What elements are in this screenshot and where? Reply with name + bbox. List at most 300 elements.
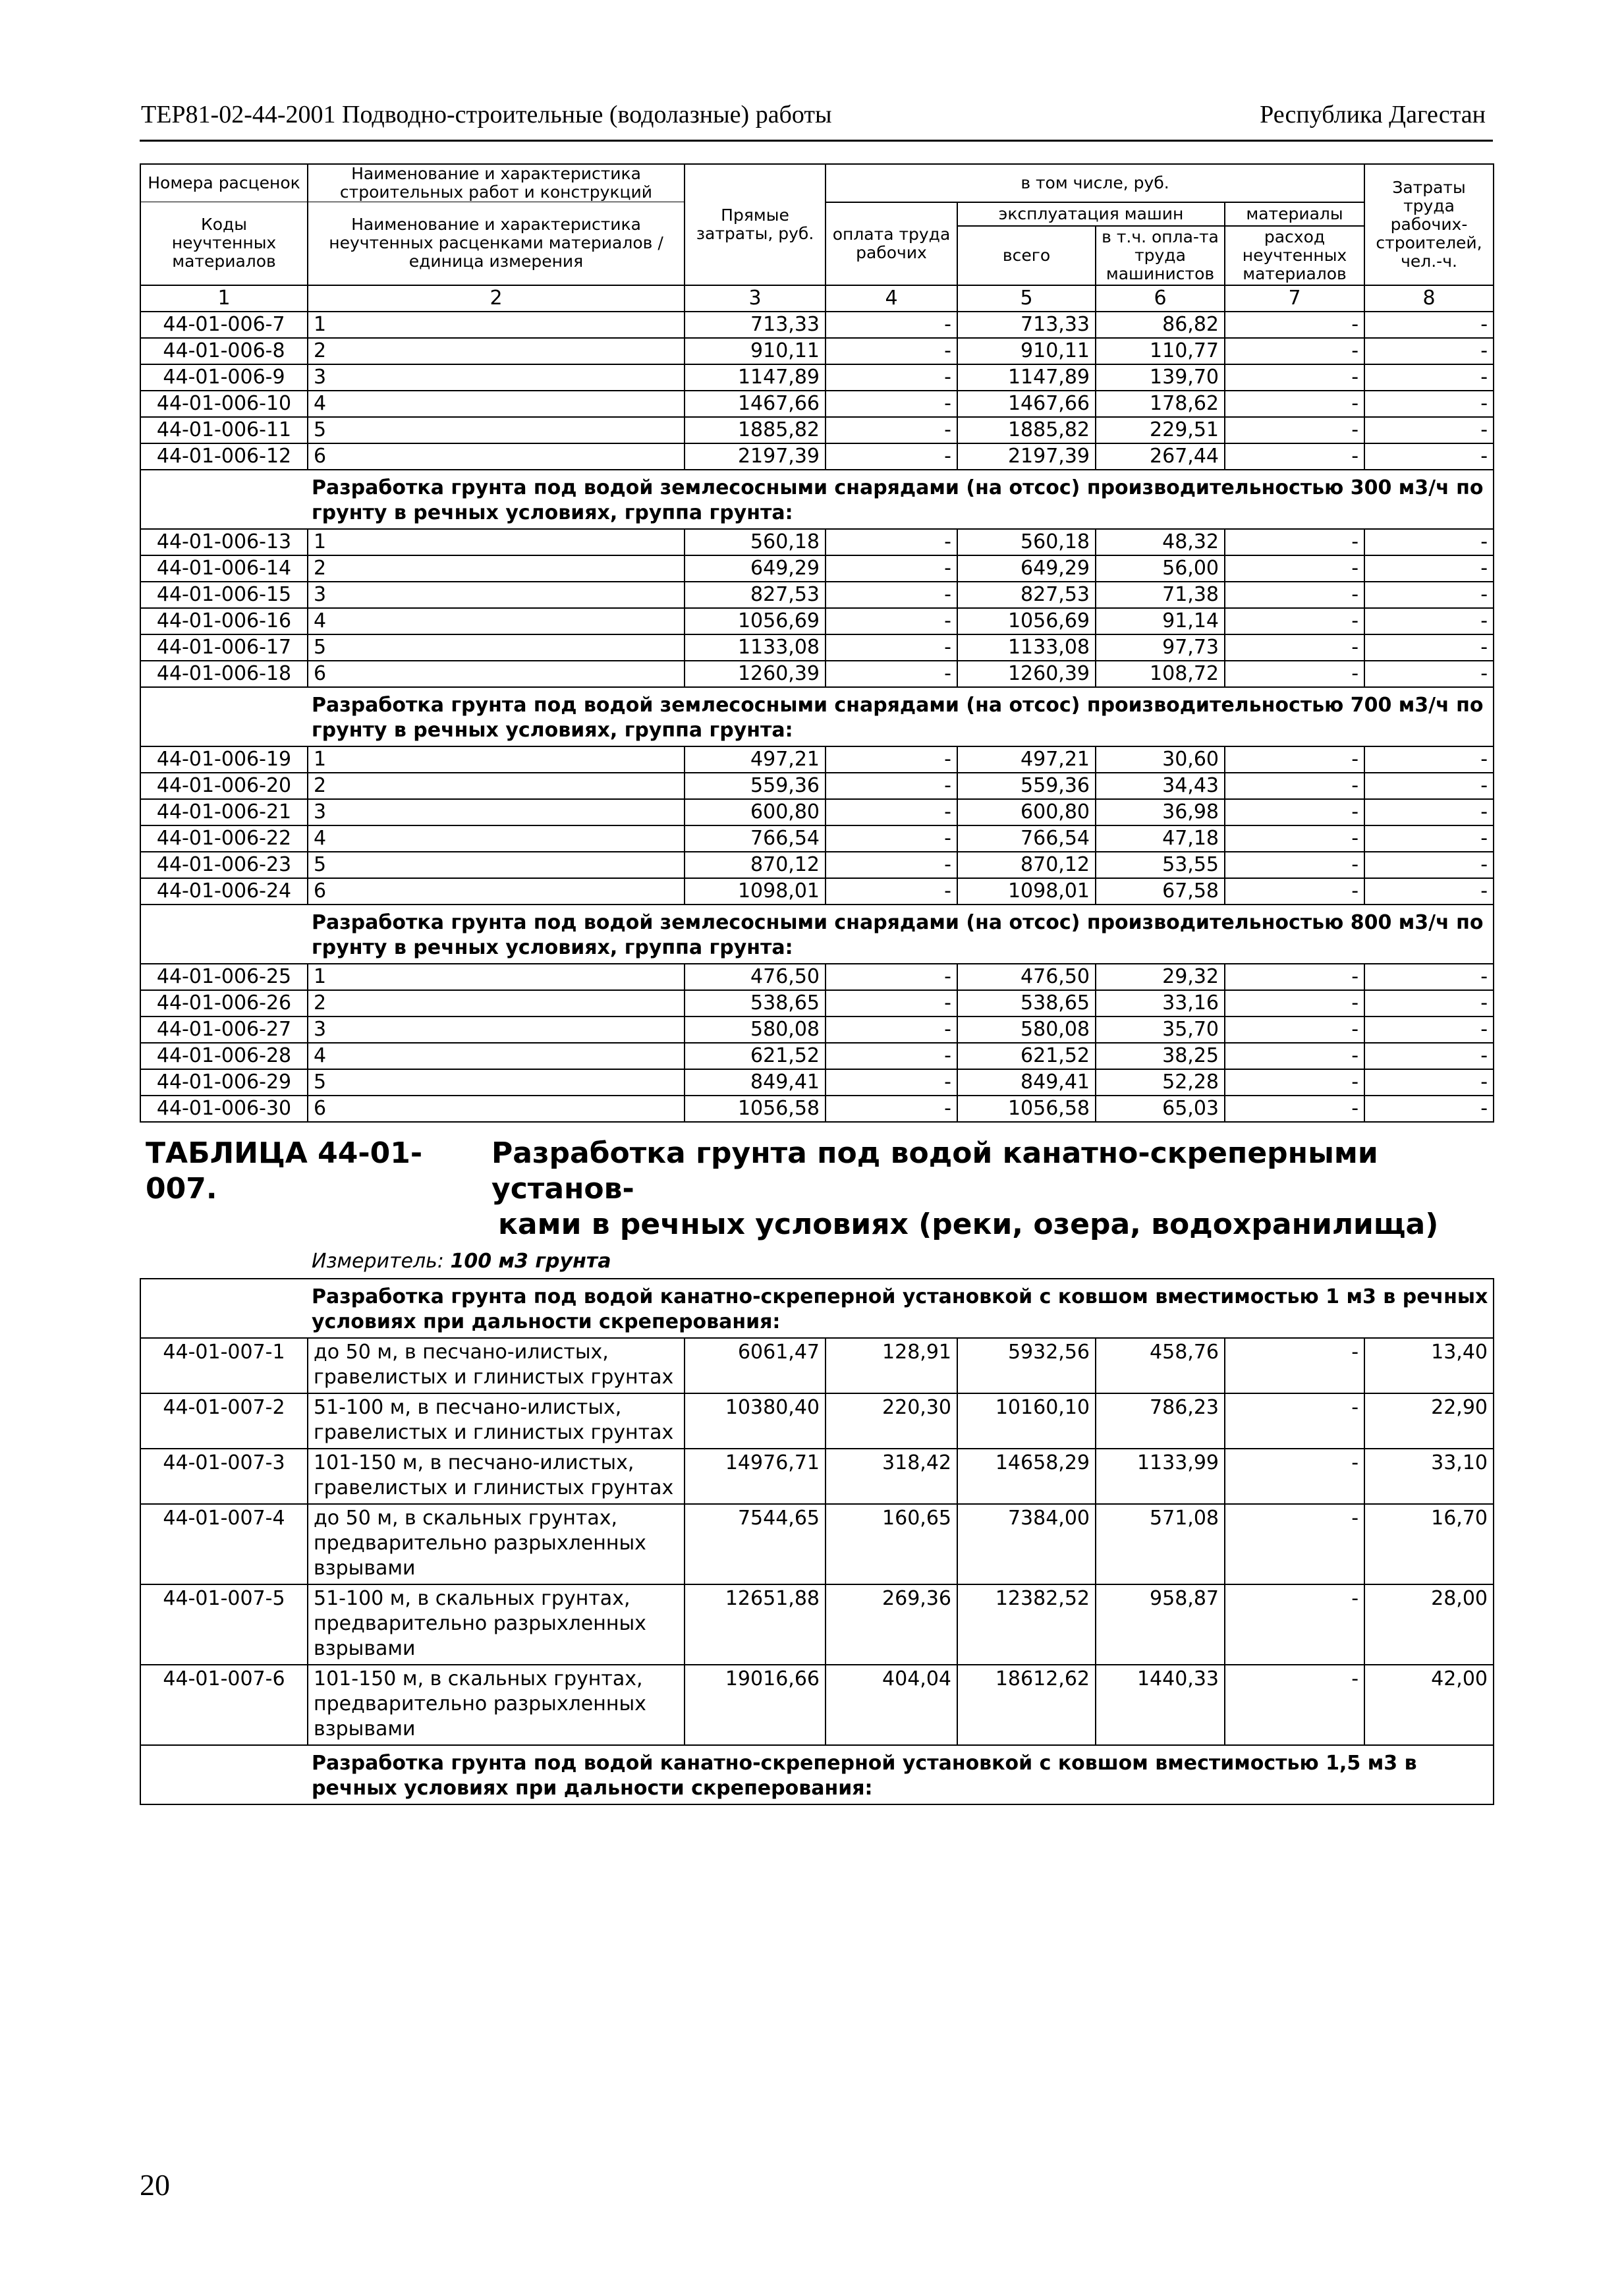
measure-label: Измеритель: bbox=[312, 1249, 444, 1273]
material-consumption: - bbox=[1225, 443, 1364, 470]
rate-code: 44-01-006-20 bbox=[140, 773, 308, 799]
labor-hours: - bbox=[1364, 364, 1494, 391]
labor-cost: 404,04 bbox=[826, 1665, 957, 1745]
measure-value: 100 м3 грунта bbox=[450, 1249, 611, 1273]
table-row bbox=[140, 555, 1494, 582]
rate-code: 44-01-006-22 bbox=[140, 825, 308, 852]
page-number: 20 bbox=[140, 2168, 170, 2202]
labor-cost: - bbox=[826, 443, 957, 470]
direct-cost: 1098,01 bbox=[685, 878, 826, 905]
labor-hours: - bbox=[1364, 417, 1494, 443]
rate-code: 44-01-007-3 bbox=[140, 1449, 308, 1504]
material-consumption: - bbox=[1225, 608, 1364, 634]
labor-cost: - bbox=[826, 799, 957, 825]
labor-hours: - bbox=[1364, 338, 1494, 364]
material-consumption: - bbox=[1225, 990, 1364, 1017]
col-number: 7 bbox=[1225, 285, 1364, 312]
material-consumption: - bbox=[1225, 391, 1364, 417]
rate-name: 5 bbox=[308, 634, 685, 661]
table-row bbox=[140, 443, 1494, 470]
rate-name: 51-100 м, в песчано-илистых, гравелистых и глинистых грунтах bbox=[308, 1393, 685, 1449]
direct-cost: 2197,39 bbox=[685, 443, 826, 470]
table-row bbox=[140, 634, 1494, 661]
col-hours-header: Затраты труда рабочих-строителей, чел.-ч. bbox=[1364, 164, 1494, 285]
material-consumption: - bbox=[1225, 746, 1364, 773]
rate-name: 6 bbox=[308, 1096, 685, 1122]
machine-cost: 580,08 bbox=[957, 1017, 1096, 1043]
machinist-labor-cost: 48,32 bbox=[1096, 529, 1225, 555]
col-codes-header: Номера расценок bbox=[140, 164, 308, 202]
material-consumption: - bbox=[1225, 852, 1364, 878]
labor-cost: - bbox=[826, 661, 957, 687]
rate-name: 3 bbox=[308, 1017, 685, 1043]
direct-cost: 1260,39 bbox=[685, 661, 826, 687]
rate-name: 5 bbox=[308, 852, 685, 878]
rate-code: 44-01-006-17 bbox=[140, 634, 308, 661]
rate-name: 4 bbox=[308, 1043, 685, 1069]
machine-cost: 1260,39 bbox=[957, 661, 1096, 687]
machine-cost: 1056,69 bbox=[957, 608, 1096, 634]
material-consumption: - bbox=[1225, 634, 1364, 661]
rate-name: 6 bbox=[308, 443, 685, 470]
rate-name: 4 bbox=[308, 391, 685, 417]
direct-cost: 538,65 bbox=[685, 990, 826, 1017]
section-row bbox=[140, 1745, 1494, 1804]
material-consumption: - bbox=[1225, 1504, 1364, 1584]
machinist-labor-cost: 1133,99 bbox=[1096, 1449, 1225, 1504]
col-mach-total-header: всего bbox=[957, 226, 1096, 285]
material-consumption: - bbox=[1225, 1584, 1364, 1665]
machinist-labor-cost: 30,60 bbox=[1096, 746, 1225, 773]
table-row bbox=[140, 1504, 1494, 1584]
rate-code: 44-01-007-6 bbox=[140, 1665, 308, 1745]
machine-cost: 1098,01 bbox=[957, 878, 1096, 905]
direct-cost: 10380,40 bbox=[685, 1393, 826, 1449]
header-row-1 bbox=[140, 164, 1494, 202]
direct-cost: 14976,71 bbox=[685, 1449, 826, 1504]
rate-name: 3 bbox=[308, 582, 685, 608]
table-title-line1: Разработка грунта под водой канатно-скреперными установ- bbox=[491, 1136, 1378, 1206]
machinist-labor-cost: 786,23 bbox=[1096, 1393, 1225, 1449]
table-row bbox=[140, 878, 1494, 905]
machinist-labor-cost: 958,87 bbox=[1096, 1584, 1225, 1665]
table-label: ТАБЛИЦА 44-01-007. bbox=[146, 1136, 423, 1206]
machine-cost: 713,33 bbox=[957, 312, 1096, 338]
rate-code: 44-01-006-18 bbox=[140, 661, 308, 687]
section-spacer bbox=[140, 470, 308, 529]
labor-hours: - bbox=[1364, 608, 1494, 634]
material-consumption: - bbox=[1225, 1017, 1364, 1043]
rate-name: 6 bbox=[308, 661, 685, 687]
direct-cost: 849,41 bbox=[685, 1069, 826, 1096]
labor-hours: - bbox=[1364, 661, 1494, 687]
machinist-labor-cost: 458,76 bbox=[1096, 1338, 1225, 1393]
running-header-region: Республика Дагестан bbox=[1260, 101, 1486, 128]
labor-cost: - bbox=[826, 1069, 957, 1096]
table-row bbox=[140, 773, 1494, 799]
material-consumption: - bbox=[1225, 1338, 1364, 1393]
machinist-labor-cost: 110,77 bbox=[1096, 338, 1225, 364]
machine-cost: 12382,52 bbox=[957, 1584, 1096, 1665]
section-spacer bbox=[140, 905, 308, 964]
rate-name: 2 bbox=[308, 555, 685, 582]
table-title-line2: ками в речных условиях (реки, озера, водохранилища) bbox=[498, 1207, 1439, 1241]
labor-hours: 28,00 bbox=[1364, 1584, 1494, 1665]
rate-code: 44-01-006-16 bbox=[140, 608, 308, 634]
rate-name: 1 bbox=[308, 964, 685, 990]
rate-name: 3 bbox=[308, 364, 685, 391]
labor-cost: - bbox=[826, 1096, 957, 1122]
material-consumption: - bbox=[1225, 338, 1364, 364]
table-row bbox=[140, 338, 1494, 364]
machinist-labor-cost: 52,28 bbox=[1096, 1069, 1225, 1096]
rate-code: 44-01-006-19 bbox=[140, 746, 308, 773]
labor-cost: - bbox=[826, 608, 957, 634]
machine-cost: 560,18 bbox=[957, 529, 1096, 555]
machine-cost: 14658,29 bbox=[957, 1449, 1096, 1504]
rates-table bbox=[140, 163, 1494, 1805]
machinist-labor-cost: 56,00 bbox=[1096, 555, 1225, 582]
labor-cost: - bbox=[826, 582, 957, 608]
labor-hours: 42,00 bbox=[1364, 1665, 1494, 1745]
table-row bbox=[140, 852, 1494, 878]
rate-code: 44-01-006-23 bbox=[140, 852, 308, 878]
rate-name: 51-100 м, в скальных грунтах, предварительно разрыхленных взрывами bbox=[308, 1584, 685, 1665]
material-consumption: - bbox=[1225, 364, 1364, 391]
rate-code: 44-01-006-25 bbox=[140, 964, 308, 990]
material-consumption: - bbox=[1225, 661, 1364, 687]
material-consumption: - bbox=[1225, 964, 1364, 990]
direct-cost: 497,21 bbox=[685, 746, 826, 773]
rate-name: 2 bbox=[308, 990, 685, 1017]
machinist-labor-cost: 53,55 bbox=[1096, 852, 1225, 878]
machine-cost: 1147,89 bbox=[957, 364, 1096, 391]
direct-cost: 827,53 bbox=[685, 582, 826, 608]
col-materials-header: материалы bbox=[1225, 202, 1364, 226]
machinist-labor-cost: 67,58 bbox=[1096, 878, 1225, 905]
table-row bbox=[140, 312, 1494, 338]
labor-cost: - bbox=[826, 1043, 957, 1069]
material-consumption: - bbox=[1225, 825, 1364, 852]
direct-cost: 19016,66 bbox=[685, 1665, 826, 1745]
machinist-labor-cost: 36,98 bbox=[1096, 799, 1225, 825]
labor-hours: - bbox=[1364, 391, 1494, 417]
table-row bbox=[140, 964, 1494, 990]
direct-cost: 766,54 bbox=[685, 825, 826, 852]
rate-code: 44-01-006-27 bbox=[140, 1017, 308, 1043]
material-consumption: - bbox=[1225, 555, 1364, 582]
rate-name: до 50 м, в песчано-илистых, гравелистых и глинистых грунтах bbox=[308, 1338, 685, 1393]
machinist-labor-cost: 108,72 bbox=[1096, 661, 1225, 687]
machine-cost: 870,12 bbox=[957, 852, 1096, 878]
labor-hours: - bbox=[1364, 878, 1494, 905]
table-row bbox=[140, 1393, 1494, 1449]
table-row bbox=[140, 608, 1494, 634]
labor-cost: - bbox=[826, 990, 957, 1017]
col-incl-header: в том числе, руб. bbox=[826, 164, 1364, 202]
machine-cost: 1467,66 bbox=[957, 391, 1096, 417]
rate-name: до 50 м, в скальных грунтах, предварительно разрыхленных взрывами bbox=[308, 1504, 685, 1584]
machine-cost: 827,53 bbox=[957, 582, 1096, 608]
material-consumption: - bbox=[1225, 582, 1364, 608]
labor-hours: - bbox=[1364, 1096, 1494, 1122]
col-mat-consumption-header: расход неучтенных материалов bbox=[1225, 226, 1364, 285]
table-row bbox=[140, 1665, 1494, 1745]
rate-name: 6 bbox=[308, 878, 685, 905]
machine-cost: 18612,62 bbox=[957, 1665, 1096, 1745]
direct-cost: 580,08 bbox=[685, 1017, 826, 1043]
direct-cost: 1056,69 bbox=[685, 608, 826, 634]
material-consumption: - bbox=[1225, 1665, 1364, 1745]
labor-cost: - bbox=[826, 964, 957, 990]
labor-hours: - bbox=[1364, 443, 1494, 470]
rate-name: 5 bbox=[308, 417, 685, 443]
direct-cost: 649,29 bbox=[685, 555, 826, 582]
labor-hours: - bbox=[1364, 1017, 1494, 1043]
direct-cost: 1467,66 bbox=[685, 391, 826, 417]
section-title: Разработка грунта под водой канатно-скреперной установкой с ковшом вместимостью 1,5 м3 в речных условиях при дальности скреперования: bbox=[308, 1745, 1494, 1804]
machinist-labor-cost: 229,51 bbox=[1096, 417, 1225, 443]
direct-cost: 1056,58 bbox=[685, 1096, 826, 1122]
col-number: 4 bbox=[826, 285, 957, 312]
labor-hours: - bbox=[1364, 529, 1494, 555]
section-row bbox=[140, 687, 1494, 746]
rate-code: 44-01-006-9 bbox=[140, 364, 308, 391]
table-row bbox=[140, 990, 1494, 1017]
labor-hours: - bbox=[1364, 990, 1494, 1017]
labor-hours: - bbox=[1364, 582, 1494, 608]
labor-cost: - bbox=[826, 825, 957, 852]
col-name-header: Наименование и характеристика строительных работ и конструкций bbox=[308, 164, 685, 202]
table-row bbox=[140, 1338, 1494, 1393]
rate-code: 44-01-006-24 bbox=[140, 878, 308, 905]
direct-cost: 600,80 bbox=[685, 799, 826, 825]
machinist-labor-cost: 571,08 bbox=[1096, 1504, 1225, 1584]
labor-cost: 220,30 bbox=[826, 1393, 957, 1449]
rate-code: 44-01-006-11 bbox=[140, 417, 308, 443]
labor-hours: - bbox=[1364, 964, 1494, 990]
table-row bbox=[140, 1069, 1494, 1096]
rate-code: 44-01-007-5 bbox=[140, 1584, 308, 1665]
direct-cost: 1133,08 bbox=[685, 634, 826, 661]
col-number: 8 bbox=[1364, 285, 1494, 312]
material-consumption: - bbox=[1225, 1069, 1364, 1096]
rate-name: 2 bbox=[308, 338, 685, 364]
labor-hours: - bbox=[1364, 746, 1494, 773]
rate-code: 44-01-006-30 bbox=[140, 1096, 308, 1122]
direct-cost: 621,52 bbox=[685, 1043, 826, 1069]
direct-cost: 559,36 bbox=[685, 773, 826, 799]
header-divider bbox=[140, 140, 1493, 142]
direct-cost: 910,11 bbox=[685, 338, 826, 364]
labor-hours: - bbox=[1364, 555, 1494, 582]
section-title: Разработка грунта под водой землесосными снарядами (на отсос) производительностью 800 м3/ч по грунту в речных условиях, группа грунта: bbox=[308, 905, 1494, 964]
labor-hours: - bbox=[1364, 825, 1494, 852]
rate-name: 101-150 м, в песчано-илистых, гравелистых и глинистых грунтах bbox=[308, 1449, 685, 1504]
labor-hours: - bbox=[1364, 1043, 1494, 1069]
material-consumption: - bbox=[1225, 1449, 1364, 1504]
table-row bbox=[140, 661, 1494, 687]
labor-hours: 33,10 bbox=[1364, 1449, 1494, 1504]
table-row bbox=[140, 1043, 1494, 1069]
machinist-labor-cost: 34,43 bbox=[1096, 773, 1225, 799]
labor-cost: - bbox=[826, 746, 957, 773]
machine-cost: 497,21 bbox=[957, 746, 1096, 773]
material-consumption: - bbox=[1225, 1393, 1364, 1449]
section-spacer bbox=[140, 1279, 308, 1338]
col-material-codes-header: Коды неучтенных материалов bbox=[140, 202, 308, 285]
section-spacer bbox=[140, 1745, 308, 1804]
labor-cost: - bbox=[826, 338, 957, 364]
table-title-text bbox=[491, 1136, 1488, 1242]
rate-name: 101-150 м, в скальных грунтах, предварительно разрыхленных взрывами bbox=[308, 1665, 685, 1745]
table-title-row bbox=[140, 1122, 1494, 1279]
rate-code: 44-01-006-10 bbox=[140, 391, 308, 417]
machine-cost: 600,80 bbox=[957, 799, 1096, 825]
material-consumption: - bbox=[1225, 878, 1364, 905]
machinist-labor-cost: 97,73 bbox=[1096, 634, 1225, 661]
material-consumption: - bbox=[1225, 417, 1364, 443]
col-material-name-header: Наименование и характеристика неучтенных расценками материалов / единица измерения bbox=[308, 202, 685, 285]
direct-cost: 6061,47 bbox=[685, 1338, 826, 1393]
table-row bbox=[140, 1017, 1494, 1043]
table-row bbox=[140, 1584, 1494, 1665]
labor-cost: - bbox=[826, 312, 957, 338]
table-row bbox=[140, 391, 1494, 417]
labor-hours: 16,70 bbox=[1364, 1504, 1494, 1584]
machine-cost: 1056,58 bbox=[957, 1096, 1096, 1122]
section-title: Разработка грунта под водой землесосными снарядами (на отсос) производительностью 300 м3/ч по грунту в речных условиях, группа грунта: bbox=[308, 470, 1494, 529]
machinist-labor-cost: 38,25 bbox=[1096, 1043, 1225, 1069]
rate-code: 44-01-007-4 bbox=[140, 1504, 308, 1584]
labor-hours: - bbox=[1364, 852, 1494, 878]
table-row bbox=[140, 582, 1494, 608]
table-title-block bbox=[140, 1122, 1494, 1279]
machinist-labor-cost: 139,70 bbox=[1096, 364, 1225, 391]
col-number: 3 bbox=[685, 285, 826, 312]
machinist-labor-cost: 71,38 bbox=[1096, 582, 1225, 608]
col-number: 2 bbox=[308, 285, 685, 312]
col-labor-header: оплата труда рабочих bbox=[826, 202, 957, 285]
machinist-labor-cost: 267,44 bbox=[1096, 443, 1225, 470]
rate-code: 44-01-006-21 bbox=[140, 799, 308, 825]
rate-name: 1 bbox=[308, 529, 685, 555]
rate-name: 3 bbox=[308, 799, 685, 825]
section-row bbox=[140, 470, 1494, 529]
machine-cost: 7384,00 bbox=[957, 1504, 1096, 1584]
rate-name: 5 bbox=[308, 1069, 685, 1096]
direct-cost: 713,33 bbox=[685, 312, 826, 338]
machinist-labor-cost: 86,82 bbox=[1096, 312, 1225, 338]
rate-code: 44-01-007-2 bbox=[140, 1393, 308, 1449]
labor-cost: 128,91 bbox=[826, 1338, 957, 1393]
table-title bbox=[146, 1123, 1488, 1249]
col-number: 1 bbox=[140, 285, 308, 312]
machinist-labor-cost: 178,62 bbox=[1096, 391, 1225, 417]
direct-cost: 870,12 bbox=[685, 852, 826, 878]
direct-cost: 1147,89 bbox=[685, 364, 826, 391]
machine-cost: 2197,39 bbox=[957, 443, 1096, 470]
rate-name: 1 bbox=[308, 312, 685, 338]
labor-cost: - bbox=[826, 634, 957, 661]
direct-cost: 1885,82 bbox=[685, 417, 826, 443]
col-machines-header: эксплуатация машин bbox=[957, 202, 1225, 226]
table-row bbox=[140, 799, 1494, 825]
labor-cost: - bbox=[826, 852, 957, 878]
direct-cost: 560,18 bbox=[685, 529, 826, 555]
labor-cost: 160,65 bbox=[826, 1504, 957, 1584]
labor-hours: - bbox=[1364, 312, 1494, 338]
rate-code: 44-01-006-15 bbox=[140, 582, 308, 608]
table-row bbox=[140, 746, 1494, 773]
direct-cost: 7544,65 bbox=[685, 1504, 826, 1584]
machine-cost: 910,11 bbox=[957, 338, 1096, 364]
machinist-labor-cost: 91,14 bbox=[1096, 608, 1225, 634]
table-row bbox=[140, 825, 1494, 852]
col-mach-labor-header: в т.ч. опла-та труда машинистов bbox=[1096, 226, 1225, 285]
material-consumption: - bbox=[1225, 799, 1364, 825]
machine-cost: 1133,08 bbox=[957, 634, 1096, 661]
direct-cost: 476,50 bbox=[685, 964, 826, 990]
labor-hours: 13,40 bbox=[1364, 1338, 1494, 1393]
machine-cost: 766,54 bbox=[957, 825, 1096, 852]
table-row bbox=[140, 417, 1494, 443]
machine-cost: 5932,56 bbox=[957, 1338, 1096, 1393]
labor-cost: - bbox=[826, 391, 957, 417]
section-row bbox=[140, 1279, 1494, 1338]
section-title: Разработка грунта под водой канатно-скреперной установкой с ковшом вместимостью 1 м3 в речных условиях при дальности скреперования: bbox=[308, 1279, 1494, 1338]
rate-code: 44-01-006-14 bbox=[140, 555, 308, 582]
material-consumption: - bbox=[1225, 773, 1364, 799]
material-consumption: - bbox=[1225, 312, 1364, 338]
machinist-labor-cost: 29,32 bbox=[1096, 964, 1225, 990]
labor-hours: - bbox=[1364, 799, 1494, 825]
machinist-labor-cost: 33,16 bbox=[1096, 990, 1225, 1017]
rate-name: 1 bbox=[308, 746, 685, 773]
labor-hours: - bbox=[1364, 773, 1494, 799]
rate-code: 44-01-006-13 bbox=[140, 529, 308, 555]
rate-name: 4 bbox=[308, 825, 685, 852]
running-header-title: ТЕР81-02-44-2001 Подводно-строительные (водолазные) работы bbox=[141, 101, 832, 128]
section-row bbox=[140, 905, 1494, 964]
labor-cost: - bbox=[826, 1017, 957, 1043]
rate-code: 44-01-006-7 bbox=[140, 312, 308, 338]
rate-code: 44-01-007-1 bbox=[140, 1338, 308, 1393]
table-row bbox=[140, 364, 1494, 391]
section-title: Разработка грунта под водой землесосными снарядами (на отсос) производительностью 700 м3/ч по грунту в речных условиях, группа грунта: bbox=[308, 687, 1494, 746]
machine-cost: 649,29 bbox=[957, 555, 1096, 582]
column-numbers-row bbox=[140, 285, 1494, 312]
labor-cost: - bbox=[826, 364, 957, 391]
machinist-labor-cost: 47,18 bbox=[1096, 825, 1225, 852]
rate-code: 44-01-006-26 bbox=[140, 990, 308, 1017]
labor-cost: 269,36 bbox=[826, 1584, 957, 1665]
measure-line bbox=[146, 1249, 1488, 1278]
labor-hours: - bbox=[1364, 1069, 1494, 1096]
col-direct-header: Прямые затраты, руб. bbox=[685, 164, 826, 285]
rate-code: 44-01-006-12 bbox=[140, 443, 308, 470]
labor-cost: - bbox=[826, 529, 957, 555]
table-row bbox=[140, 529, 1494, 555]
labor-cost: 318,42 bbox=[826, 1449, 957, 1504]
col-number: 6 bbox=[1096, 285, 1225, 312]
labor-cost: - bbox=[826, 878, 957, 905]
machine-cost: 1885,82 bbox=[957, 417, 1096, 443]
machine-cost: 559,36 bbox=[957, 773, 1096, 799]
labor-hours: - bbox=[1364, 634, 1494, 661]
rate-name: 4 bbox=[308, 608, 685, 634]
machinist-labor-cost: 35,70 bbox=[1096, 1017, 1225, 1043]
